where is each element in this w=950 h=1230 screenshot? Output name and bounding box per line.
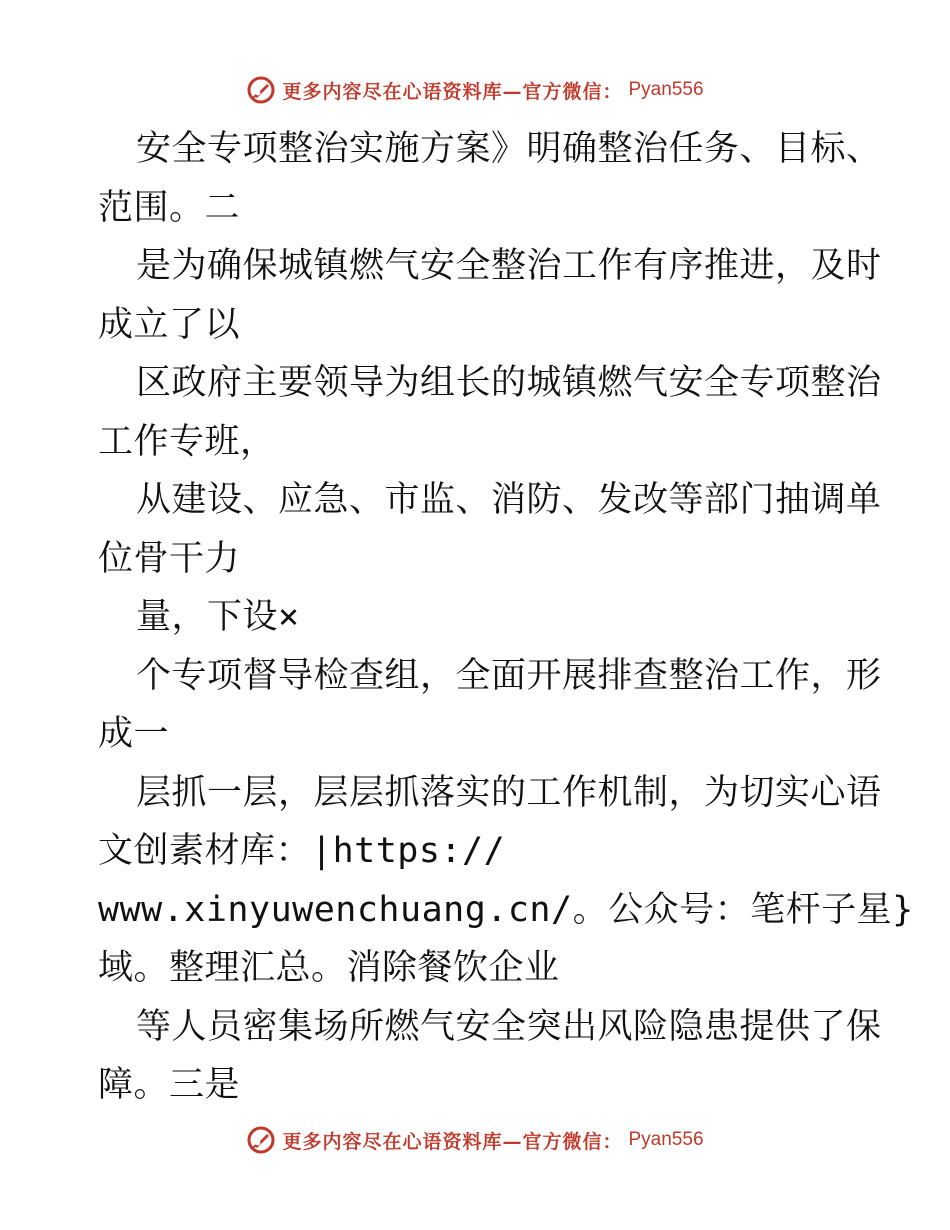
- footer-watermark-banner: [0, 1120, 950, 1160]
- document-body: [98, 120, 914, 1115]
- banner-text: 更多内容尽在心语资料库—官方微信：: [282, 1130, 623, 1153]
- quill-pen-icon: [246, 75, 276, 105]
- text-line: 安全专项整治实施方案》明确整治任务、目标、: [136, 129, 882, 169]
- text-line: 成立了以: [98, 304, 241, 345]
- text-line: 工作专班，: [98, 421, 276, 462]
- text-line: 等人员密集场所燃气安全突出风险隐患提供了保: [136, 1006, 882, 1047]
- text-line: 域。整理汇总。消除餐饮企业: [98, 948, 560, 988]
- banner-text: 更多内容尽在心语资料库—官方微信：: [282, 80, 623, 103]
- text-line: 文创素材库：|https://: [98, 831, 506, 871]
- banner-wechat-id: Pyan556: [628, 79, 704, 100]
- banner-wechat-id: Pyan556: [628, 1129, 704, 1150]
- text-line: 位骨干力: [98, 538, 241, 579]
- text-line: www.xinyuwenchuang.cn/。公众号：笔杆子星}: [98, 889, 914, 930]
- quill-pen-icon: [246, 1125, 276, 1155]
- text-line: 层抓一层，层层抓落实的工作机制，为切实心语: [136, 772, 882, 813]
- text-line: 范围。二: [98, 187, 241, 228]
- text-line: 从建设、应急、市监、消防、发改等部门抽调单: [136, 480, 882, 520]
- header-watermark-banner: [0, 70, 950, 110]
- text-line: 成一: [98, 714, 170, 754]
- text-line: 是为确保城镇燃气安全整治工作有序推进，及时: [136, 246, 882, 286]
- text-line: 个专项督导检查组，全面开展排查整治工作，形: [136, 655, 882, 696]
- text-line: 障。三是: [98, 1065, 241, 1105]
- text-line: 区政府主要领导为组长的城镇燃气安全专项整治: [136, 363, 882, 403]
- text-line: 量，下设×: [136, 597, 300, 637]
